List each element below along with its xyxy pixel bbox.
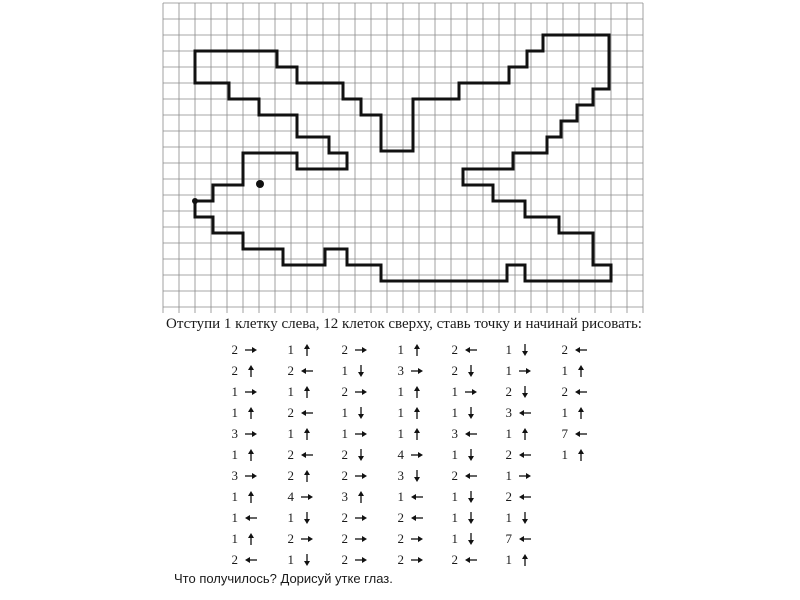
command-step [444, 424, 504, 444]
arrow-left-icon [244, 512, 258, 524]
step-count: 1 [451, 384, 458, 399]
arrow-up-icon [300, 386, 314, 398]
command-step [390, 361, 450, 381]
step-count: 2 [287, 363, 294, 378]
command-step [280, 550, 340, 570]
arrow-right-icon [244, 470, 258, 482]
arrow-up-icon [300, 344, 314, 356]
step-count: 2 [451, 468, 458, 483]
command-step [554, 445, 614, 465]
arrow-up-icon [574, 365, 588, 377]
arrow-down-icon [464, 512, 478, 524]
step-count: 1 [287, 510, 294, 525]
step-count: 2 [397, 552, 404, 567]
arrow-right-icon [354, 533, 368, 545]
arrow-right-icon [244, 428, 258, 440]
arrow-right-icon [300, 533, 314, 545]
arrow-up-icon [574, 449, 588, 461]
arrow-right-icon [410, 449, 424, 461]
command-step [224, 361, 284, 381]
step-count: 2 [505, 384, 512, 399]
arrow-left-icon [518, 407, 532, 419]
command-step [390, 445, 450, 465]
question-text: Что получилось? Дорисуй утке глаз. [174, 571, 393, 586]
step-count: 1 [397, 405, 404, 420]
command-step [334, 382, 394, 402]
arrow-up-icon [244, 449, 258, 461]
arrow-down-icon [300, 554, 314, 566]
step-count: 2 [287, 447, 294, 462]
step-count: 2 [341, 510, 348, 525]
arrow-left-icon [464, 554, 478, 566]
arrow-up-icon [410, 344, 424, 356]
arrow-down-icon [410, 470, 424, 482]
command-step [554, 424, 614, 444]
arrow-right-icon [518, 470, 532, 482]
command-step [444, 340, 504, 360]
step-count: 2 [341, 531, 348, 546]
command-step [498, 340, 558, 360]
command-step [280, 466, 340, 486]
command-step [334, 487, 394, 507]
step-count: 1 [505, 426, 512, 441]
command-step [444, 529, 504, 549]
step-count: 1 [451, 510, 458, 525]
arrow-up-icon [244, 365, 258, 377]
arrow-up-icon [300, 428, 314, 440]
command-step [334, 529, 394, 549]
step-count: 4 [287, 489, 294, 504]
command-step [334, 508, 394, 528]
arrow-up-icon [244, 491, 258, 503]
command-step [390, 508, 450, 528]
step-count: 1 [231, 489, 238, 504]
step-count: 2 [451, 552, 458, 567]
step-count: 1 [505, 342, 512, 357]
step-count: 1 [287, 342, 294, 357]
step-count: 2 [561, 342, 568, 357]
step-count: 1 [397, 426, 404, 441]
arrow-right-icon [244, 344, 258, 356]
command-step [554, 361, 614, 381]
command-step [390, 487, 450, 507]
arrow-right-icon [410, 554, 424, 566]
arrow-left-icon [574, 386, 588, 398]
command-step [224, 424, 284, 444]
arrow-down-icon [354, 365, 368, 377]
step-count: 2 [231, 363, 238, 378]
arrow-down-icon [464, 407, 478, 419]
arrow-up-icon [410, 407, 424, 419]
arrow-left-icon [518, 491, 532, 503]
step-count: 4 [397, 447, 404, 462]
command-step [444, 508, 504, 528]
command-step [498, 445, 558, 465]
step-count: 1 [231, 384, 238, 399]
command-step [334, 550, 394, 570]
arrow-right-icon [410, 533, 424, 545]
step-count: 3 [341, 489, 348, 504]
command-step [280, 382, 340, 402]
command-step [390, 466, 450, 486]
step-count: 1 [561, 363, 568, 378]
arrow-left-icon [574, 344, 588, 356]
arrow-left-icon [518, 533, 532, 545]
command-step [390, 529, 450, 549]
step-count: 2 [231, 342, 238, 357]
arrow-down-icon [464, 449, 478, 461]
step-count: 2 [397, 531, 404, 546]
arrow-down-icon [518, 512, 532, 524]
step-count: 1 [287, 384, 294, 399]
command-step [390, 340, 450, 360]
step-count: 1 [505, 552, 512, 567]
arrow-up-icon [300, 470, 314, 482]
arrow-right-icon [518, 365, 532, 377]
arrow-up-icon [574, 407, 588, 419]
arrow-up-icon [518, 554, 532, 566]
step-count: 1 [451, 405, 458, 420]
command-step [390, 403, 450, 423]
arrow-down-icon [464, 365, 478, 377]
eye-dot [256, 180, 264, 188]
arrow-left-icon [464, 470, 478, 482]
arrow-down-icon [354, 407, 368, 419]
command-step [280, 487, 340, 507]
command-step [390, 382, 450, 402]
arrow-right-icon [354, 554, 368, 566]
command-step [280, 424, 340, 444]
arrow-left-icon [300, 365, 314, 377]
step-count: 1 [231, 531, 238, 546]
arrow-right-icon [464, 386, 478, 398]
step-count: 7 [561, 426, 568, 441]
command-step [444, 550, 504, 570]
command-step [224, 403, 284, 423]
command-step [224, 466, 284, 486]
command-step [554, 403, 614, 423]
arrow-up-icon [518, 428, 532, 440]
step-count: 2 [561, 384, 568, 399]
command-step [224, 487, 284, 507]
arrow-left-icon [244, 554, 258, 566]
arrow-right-icon [354, 428, 368, 440]
arrow-right-icon [410, 365, 424, 377]
arrow-left-icon [518, 449, 532, 461]
step-count: 1 [397, 489, 404, 504]
arrow-left-icon [300, 449, 314, 461]
step-count: 1 [231, 405, 238, 420]
step-count: 1 [287, 552, 294, 567]
arrow-down-icon [518, 344, 532, 356]
step-count: 1 [231, 447, 238, 462]
command-step [280, 403, 340, 423]
command-step [498, 403, 558, 423]
arrow-right-icon [244, 386, 258, 398]
command-step [334, 466, 394, 486]
step-count: 2 [287, 405, 294, 420]
step-count: 3 [505, 405, 512, 420]
arrow-left-icon [300, 407, 314, 419]
arrow-down-icon [464, 491, 478, 503]
arrow-up-icon [244, 407, 258, 419]
step-count: 2 [341, 342, 348, 357]
step-count: 1 [341, 426, 348, 441]
command-step [554, 382, 614, 402]
step-count: 1 [561, 447, 568, 462]
step-count: 3 [451, 426, 458, 441]
step-count: 1 [505, 363, 512, 378]
arrow-left-icon [574, 428, 588, 440]
command-step [224, 529, 284, 549]
command-step [498, 466, 558, 486]
command-step [334, 424, 394, 444]
arrow-down-icon [300, 512, 314, 524]
arrow-left-icon [410, 512, 424, 524]
step-count: 3 [397, 468, 404, 483]
arrow-up-icon [410, 386, 424, 398]
arrow-down-icon [354, 449, 368, 461]
step-count: 2 [287, 468, 294, 483]
step-count: 2 [287, 531, 294, 546]
step-count: 2 [341, 447, 348, 462]
arrow-left-icon [464, 428, 478, 440]
command-step [444, 361, 504, 381]
command-step [334, 403, 394, 423]
step-count: 3 [231, 468, 238, 483]
step-count: 1 [451, 531, 458, 546]
step-count: 3 [397, 363, 404, 378]
command-step [390, 550, 450, 570]
step-count: 1 [397, 384, 404, 399]
arrow-down-icon [464, 533, 478, 545]
start-dot [192, 198, 198, 204]
step-count: 2 [341, 552, 348, 567]
command-step [224, 340, 284, 360]
step-count: 1 [505, 468, 512, 483]
arrow-right-icon [354, 470, 368, 482]
command-step [498, 361, 558, 381]
command-step [280, 340, 340, 360]
arrow-down-icon [518, 386, 532, 398]
step-count: 1 [341, 405, 348, 420]
arrow-right-icon [300, 491, 314, 503]
arrow-up-icon [354, 491, 368, 503]
step-count: 1 [451, 447, 458, 462]
command-step [498, 382, 558, 402]
step-count: 2 [341, 384, 348, 399]
arrow-right-icon [354, 512, 368, 524]
command-step [224, 382, 284, 402]
command-step [280, 529, 340, 549]
command-step [498, 508, 558, 528]
step-count: 1 [287, 426, 294, 441]
command-step [224, 508, 284, 528]
command-step [334, 445, 394, 465]
step-count: 1 [341, 363, 348, 378]
command-step [280, 508, 340, 528]
step-count: 2 [341, 468, 348, 483]
command-step [390, 424, 450, 444]
step-count: 1 [397, 342, 404, 357]
step-count: 7 [505, 531, 512, 546]
instruction-text: Отступи 1 клетку слева, 12 клеток сверху, ставь точку и начинай рисовать: [166, 316, 642, 332]
command-step [498, 529, 558, 549]
step-count: 1 [561, 405, 568, 420]
command-step [498, 550, 558, 570]
step-count: 2 [451, 342, 458, 357]
arrow-up-icon [410, 428, 424, 440]
arrow-left-icon [464, 344, 478, 356]
step-count: 2 [505, 489, 512, 504]
command-step [334, 340, 394, 360]
command-step [280, 361, 340, 381]
command-step [498, 424, 558, 444]
step-count: 2 [451, 363, 458, 378]
step-count: 1 [231, 510, 238, 525]
arrow-left-icon [410, 491, 424, 503]
command-step [224, 550, 284, 570]
step-count: 2 [397, 510, 404, 525]
command-step [444, 466, 504, 486]
command-step [444, 403, 504, 423]
command-step [498, 487, 558, 507]
command-step [224, 445, 284, 465]
command-step [280, 445, 340, 465]
command-step [444, 487, 504, 507]
arrow-up-icon [244, 533, 258, 545]
command-step [554, 340, 614, 360]
command-step [444, 445, 504, 465]
step-count: 2 [231, 552, 238, 567]
command-step [334, 361, 394, 381]
step-count: 1 [451, 489, 458, 504]
command-step [444, 382, 504, 402]
step-count: 2 [505, 447, 512, 462]
step-count: 1 [505, 510, 512, 525]
arrow-right-icon [354, 344, 368, 356]
step-count: 3 [231, 426, 238, 441]
arrow-right-icon [354, 386, 368, 398]
